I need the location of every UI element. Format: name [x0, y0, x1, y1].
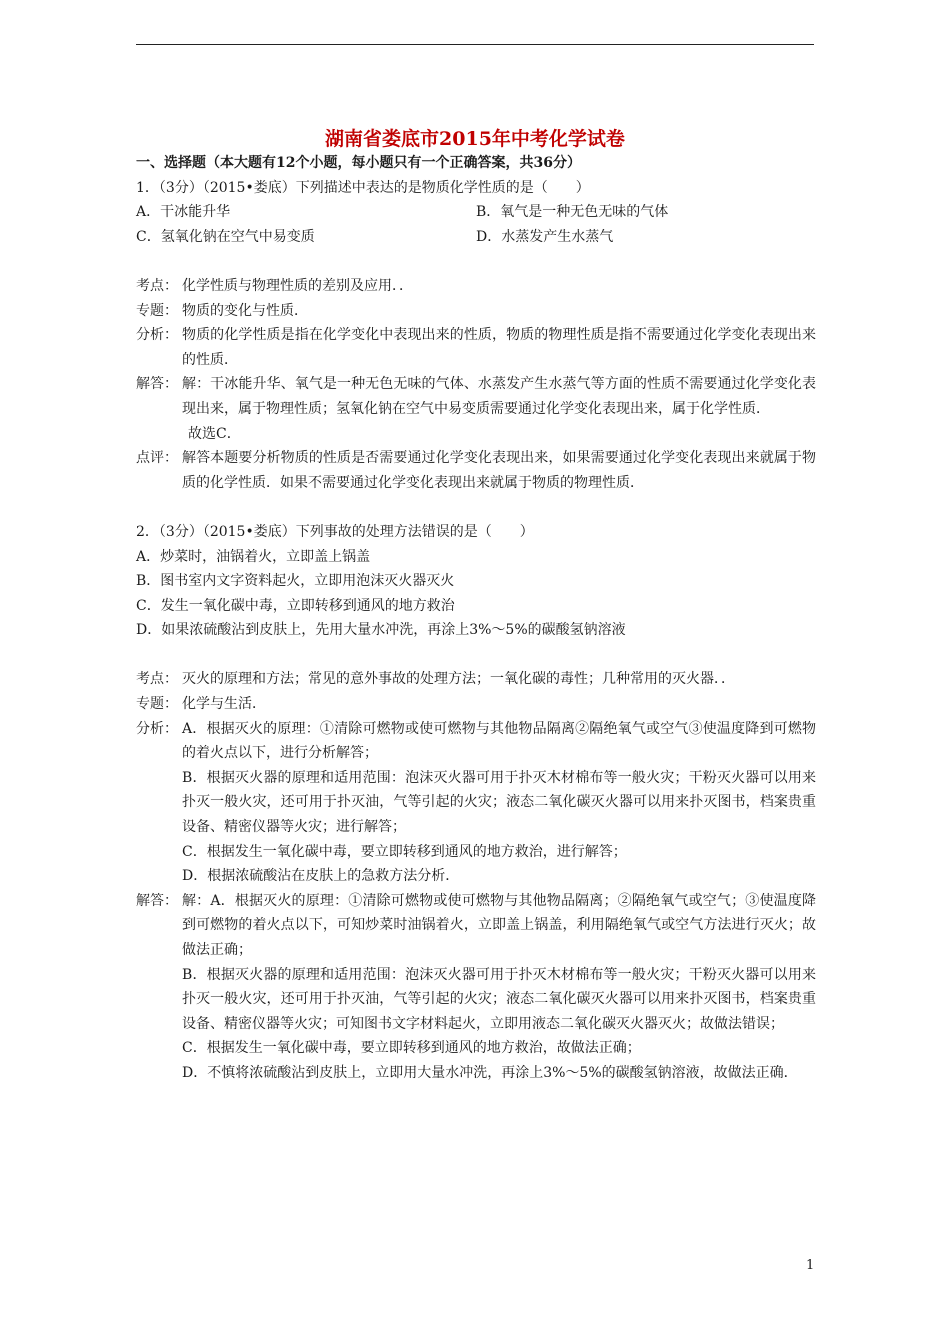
q1-zhuanti: 专题： 物质的变化与性质． [136, 302, 308, 319]
q1-option-c: C．氢氧化钠在空气中易变质 [136, 228, 315, 245]
page-title: 湖南省娄底市2015年中考化学试卷 [325, 128, 625, 150]
q2-zhuanti: 专题： 化学与生活． [136, 696, 266, 713]
q2-option-b: B．图书室内文字资料起火，立即用泡沫灭火器灭火 [136, 573, 455, 590]
q1-option-b: B．氧气是一种无色无味的气体 [476, 204, 669, 221]
q1-options-row-1 [136, 200, 816, 225]
q2-kaodian: 考点： 灭火的原理和方法；常见的意外事故的处理方法；一氧化碳的毒性；几种常用的灭火器．． [136, 671, 735, 688]
q1-kaodian: 考点： 化学性质与物理性质的差别及应用．． [136, 277, 413, 294]
q2-option-a: A．炒菜时，油锅着火，立即盖上锅盖 [136, 548, 371, 565]
q1-jieda: 解答： 解：干冰能升华、氧气是一种无色无味的气体、水蒸发产生水蒸气等方面的性质不需要通过化学变化表现出来，属于物理性质；氢氧化钠在空气中易变质需要通过化学变化表现出来，属于化学性质． 故选C． [136, 376, 816, 442]
q2-stem: 2．（3分）（2015•娄底）下列事故的处理方法错误的是（ ） [136, 523, 534, 540]
page-number: 1 [806, 1258, 815, 1273]
q2-fenxi: 分析： A．根据灭火的原理：①清除可燃物或使可燃物与其他物品隔离②隔绝氧气或空气③使温度降到可燃物的着火点以下，进行分析解答； B．根据灭火器的原理和适用范围：泡沫灭火器可用于扑灭木材棉布等一般火灾；干粉灭火器可以用来扑灭一般火灾，还可用于扑灭油，气等引起的火灾；液态二氧化碳灭火器可以用来扑灭图书，档案贵重设备、精密仪器等火灾；进行解答； C．根据发生一氧化碳中毒，要立即转移到通风的地方救治，进行解答； D．根据浓硫酸沾在皮肤上的急救方法分析． [136, 720, 816, 885]
document-body [136, 151, 816, 1086]
q1-options-row-2 [136, 225, 816, 250]
q1-option-d: D．水蒸发产生水蒸气 [476, 228, 614, 245]
q1-fenxi: 分析： 物质的化学性质是指在化学变化中表现出来的性质，物质的物理性质是指不需要通过化学变化表现出来的性质． [136, 327, 816, 368]
q2-option-d: D．如果浓硫酸沾到皮肤上，先用大量水冲洗，再涂上3%～5%的碳酸氢钠溶液 [136, 622, 626, 639]
header-rule [136, 44, 814, 45]
section-heading: 一、选择题（本大题有12个小题，每小题只有一个正确答案，共36分） [136, 155, 581, 171]
q1-stem: 1．（3分）（2015•娄底）下列描述中表达的是物质化学性质的是（ ） [136, 179, 590, 196]
q1-dianping: 点评： 解答本题要分析物质的性质是否需要通过化学变化表现出来，如果需要通过化学变化表现出来就属于物质的化学性质．如果不需要通过化学变化表现出来就属于物质的物理性质． [136, 450, 816, 491]
q2-jieda: 解答： 解：A．根据灭火的原理：①清除可燃物或使可燃物与其他物品隔离；②隔绝氧气或空气；③使温度降到可燃物的着火点以下，可知炒菜时油锅着火，立即盖上锅盖，利用隔绝氧气或空气方法进行灭火；故做法正确； B．根据灭火器的原理和适用范围：泡沫灭火器可用于扑灭木材棉布等一般火灾；干粉灭火器可以用来扑灭一般火灾，还可用于扑灭油，气等引起的火灾；液态二氧化碳灭火器可以用来扑灭图书，档案贵重设备、精密仪器等火灾；可知图书文字材料起火，立即用液态二氧化碳灭火器灭火；故做法错误； C．根据发生一氧化碳中毒，要立即转移到通风的地方救治，故做法正确； D．不慎将浓硫酸沾到皮肤上，立即用大量水冲洗，再涂上3%～5%的碳酸氢钠溶液，故做法正确． [136, 892, 816, 1081]
q2-option-c: C．发生一氧化碳中毒，立即转移到通风的地方救治 [136, 597, 455, 614]
q1-option-a: A．干冰能升华 [136, 204, 231, 221]
